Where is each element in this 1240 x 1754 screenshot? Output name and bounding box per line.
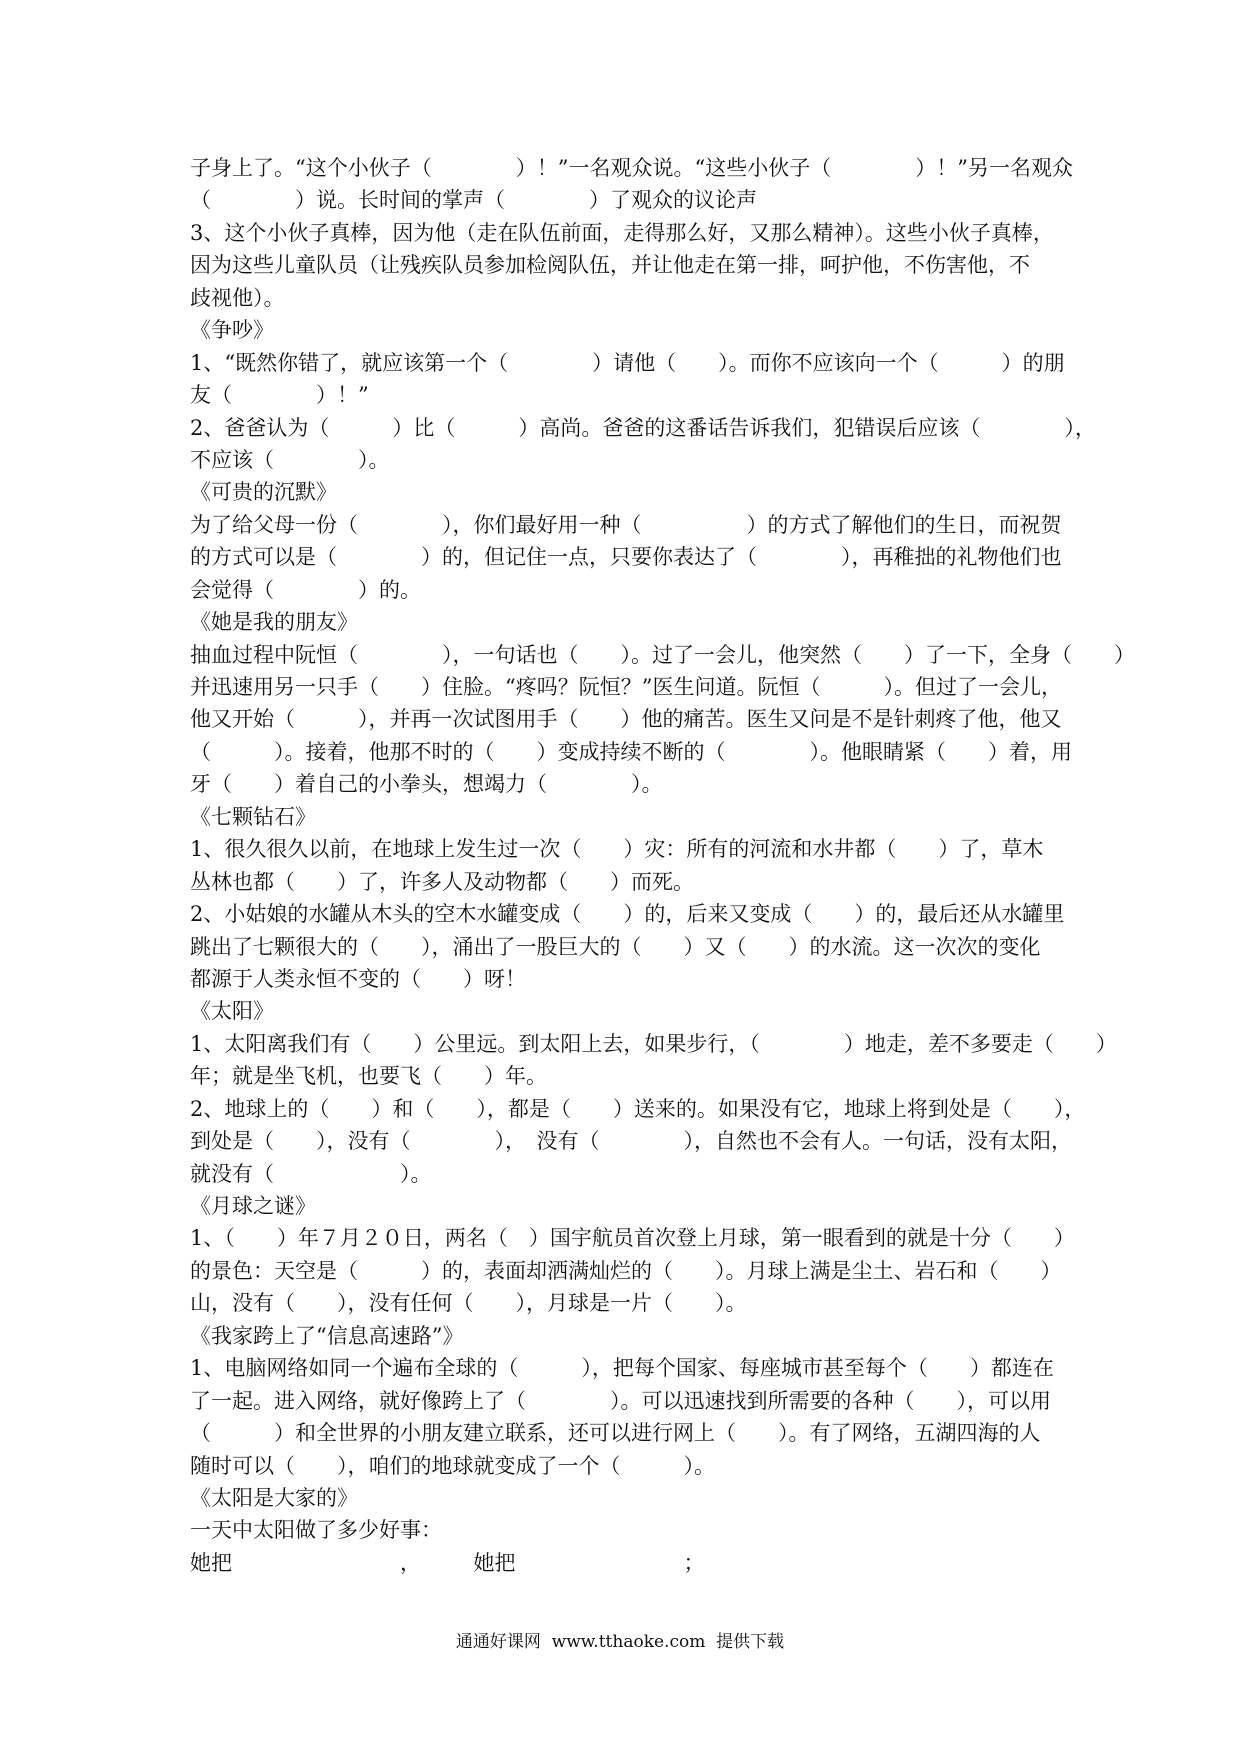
text-line: 1、太阳离我们有（ ）公里远。到太阳上去，如果步行，（ ）地走，差不多要走（ ） bbox=[190, 1031, 1117, 1056]
text-line: 3、这个小伙子真棒，因为他（走在队伍前面，走得那么好，又那么精神）。这些小伙子真棒， bbox=[190, 220, 1054, 245]
document-body bbox=[190, 152, 1135, 1579]
page-footer: 通通好课网 www.tthaoke.com 提供下载 bbox=[455, 1632, 785, 1652]
text-line: 一天中太阳做了多少好事： bbox=[190, 1518, 442, 1543]
section-title: 《争吵》 bbox=[190, 318, 274, 343]
text-line: （ ）和全世界的小朋友建立联系，还可以进行网上（ ）。有了网络，五湖四海的人 bbox=[190, 1421, 1041, 1446]
text-line: 子身上了。“这个小伙子（ ）！”一名观众说。“这些小伙子（ ）！”另一名观众 bbox=[190, 156, 1073, 180]
text-line: 就没有（ ）。 bbox=[190, 1161, 432, 1186]
text-line: 年；就是坐飞机，也要飞（ ）年。 bbox=[190, 1064, 547, 1089]
text-line: 她把 ， 她把 ； bbox=[190, 1550, 705, 1575]
text-line: 他又开始（ ），并再一次试图用手（ ）他的痛苦。医生又问是不是针刺疼了他，他又 bbox=[190, 707, 1062, 732]
text-line: 的方式可以是（ ）的，但记住一点，只要你表达了（ ），再稚拙的礼物他们也 bbox=[190, 545, 1062, 570]
text-line: 到处是（ ），没有（ ）， 没有（ ），自然也不会有人。一句话，没有太阳， bbox=[190, 1129, 1072, 1154]
section-title: 《可贵的沉默》 bbox=[190, 480, 337, 505]
text-line: 为了给父母一份（ ），你们最好用一种（ ）的方式了解他们的生日，而祝贺 bbox=[190, 512, 1062, 537]
text-line: 1、很久很久以前，在地球上发生过一次（ ）灾：所有的河流和水井都（ ）了，草木 bbox=[190, 837, 1044, 862]
text-line: 会觉得（ ）的。 bbox=[190, 577, 421, 602]
section-title: 《太阳》 bbox=[190, 999, 274, 1024]
text-line: 友（ ）！” bbox=[190, 383, 369, 408]
text-line: 1、电脑网络如同一个遍布全球的（ ），把每个国家、每座城市甚至每个（ ）都连在 bbox=[190, 1356, 1054, 1381]
text-line: 1、（ ）年７月２０日，两名（ ）国宇航员首次登上月球，第一眼看到的就是十分（ ） bbox=[190, 1226, 1075, 1251]
text-line: 2、爸爸认为（ ）比（ ）高尚。爸爸的这番话告诉我们，犯错误后应该（ ）， bbox=[190, 415, 1096, 440]
text-line: 的景色：天空是（ ）的，表面却洒满灿烂的（ ）。月球上满是尘土、岩石和（ ） bbox=[190, 1258, 1062, 1283]
text-line: 抽血过程中阮恒（ ），一句话也（ ）。过了一会儿，他突然（ ）了一下，全身（ ） bbox=[190, 642, 1135, 667]
text-line: 不应该（ ）。 bbox=[190, 447, 390, 472]
text-line: 1、“既然你错了，就应该第一个（ ）请他（ ）。而你不应该向一个（ ）的朋 bbox=[190, 350, 1065, 375]
text-line: 2、小姑娘的水罐从木头的空木水罐变成（ ）的，后来又变成（ ）的，最后还从水罐里 bbox=[190, 902, 1065, 927]
text-line: 歧视他）。 bbox=[190, 285, 285, 310]
section-title: 《太阳是大家的》 bbox=[190, 1485, 358, 1510]
text-line: （ ）说。长时间的掌声（ ）了观众的议论声 bbox=[190, 188, 757, 213]
text-line: 跳出了七颗很大的（ ），涌出了一股巨大的（ ）又（ ）的水流。这一次次的变化 bbox=[190, 934, 1041, 959]
text-line: 并迅速用另一只手（ ）住脸。“疼吗？阮恒？”医生问道。阮恒（ ）。但过了一会儿， bbox=[190, 675, 1062, 699]
text-line: 都源于人类永恒不变的（ ）呀！ bbox=[190, 966, 526, 991]
text-line: 牙（ ）着自己的小拳头，想竭力（ ）。 bbox=[190, 772, 663, 797]
section-title: 《月球之谜》 bbox=[190, 1194, 316, 1218]
text-line: 2、地球上的（ ）和（ ），都是（ ）送来的。如果没有它，地球上将到处是（ ）， bbox=[190, 1096, 1086, 1121]
section-title: 《七颗钻石》 bbox=[190, 804, 316, 829]
text-line: （ ）。接着，他那不时的（ ）变成持续不断的（ ）。他眼睛紧（ ）着，用 bbox=[190, 739, 1072, 764]
text-line: 随时可以（ ），咱们的地球就变成了一个（ ）。 bbox=[190, 1453, 715, 1478]
text-line: 山，没有（ ），没有任何（ ），月球是一片（ ）。 bbox=[190, 1291, 747, 1316]
text-line: 了一起。进入网络，就好像跨上了（ ）。可以迅速找到所需要的各种（ ），可以用 bbox=[190, 1388, 1051, 1413]
text-line: 因为这些儿童队员（让残疾队员参加检阅队伍，并让他走在第一排，呵护他，不伤害他，不 bbox=[190, 253, 1030, 278]
text-line: 丛林也都（ ）了，许多人及动物都（ ）而死。 bbox=[190, 869, 694, 894]
section-title: 《她是我的朋友》 bbox=[190, 610, 358, 635]
section-title: 《我家跨上了“信息高速路”》 bbox=[190, 1323, 464, 1348]
